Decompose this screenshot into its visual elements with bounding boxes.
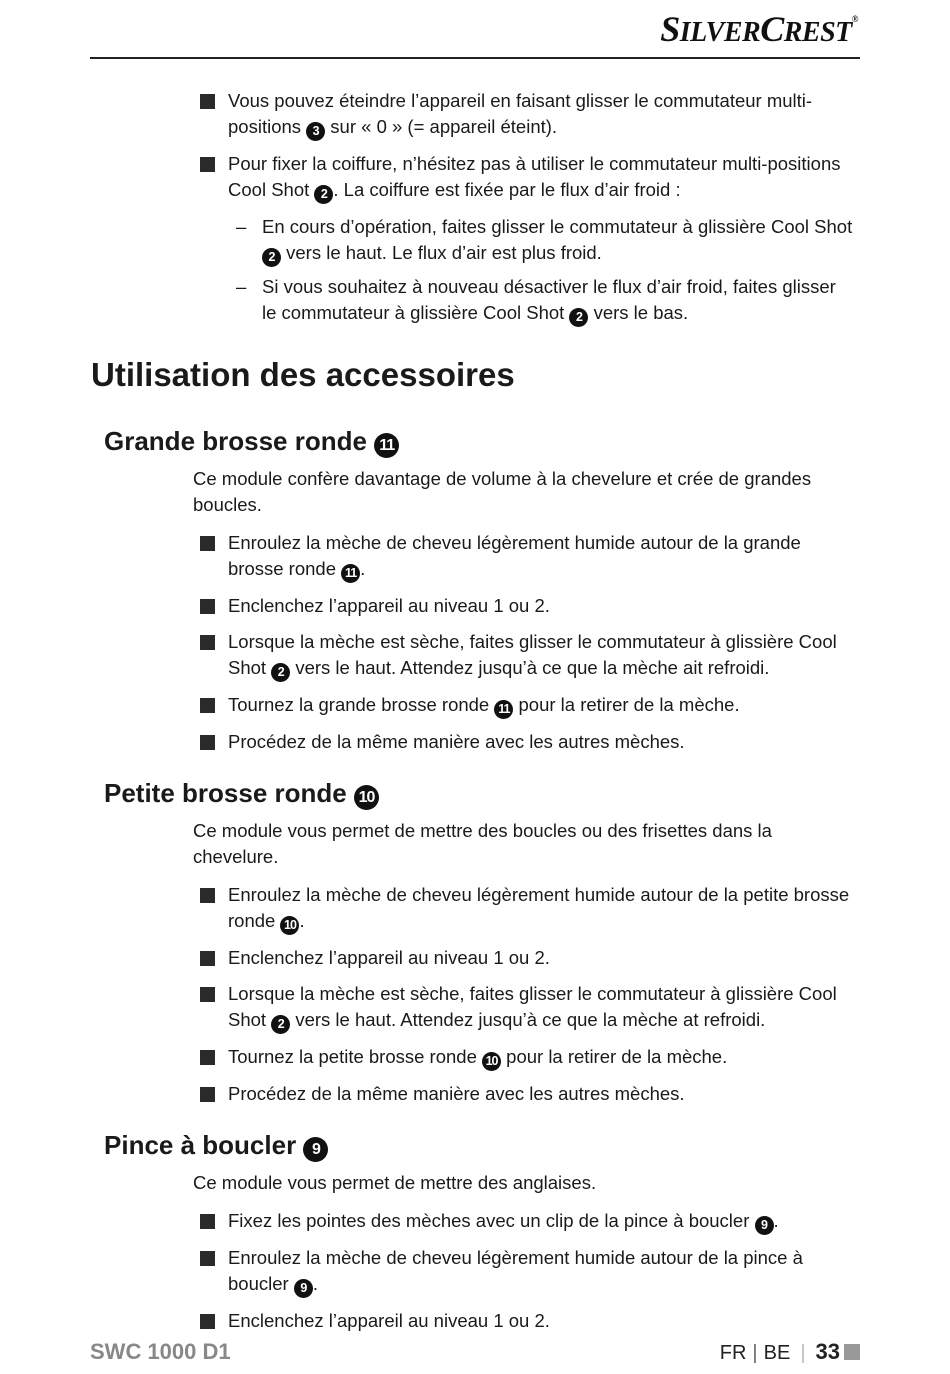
bullet-item: Fixez les pointes des mèches avec un clip de la pince à boucler 9 . bbox=[228, 1208, 855, 1235]
section-bullet-list bbox=[0, 1208, 950, 1334]
cool-shot-dash-list bbox=[0, 214, 950, 327]
accessory-section bbox=[0, 425, 950, 755]
bullet-item: Procédez de la même manière avec les autres mèches. bbox=[228, 1081, 855, 1107]
intro-bullet-list bbox=[0, 88, 950, 204]
part-number-badge: 3 bbox=[306, 122, 325, 141]
part-number-badge: 2 bbox=[271, 663, 290, 682]
accessory-section bbox=[0, 777, 950, 1107]
part-number-badge: 9 bbox=[303, 1137, 328, 1162]
footer-lang-fr: FR bbox=[719, 1342, 747, 1364]
section-intro: Ce module confère davantage de volume à la chevelure et crée de grandes boucles. bbox=[193, 468, 812, 515]
part-number-badge: 2 bbox=[271, 1015, 290, 1034]
bullet-item: Vous pouvez éteindre l’appareil en faisant glisser le commutateur multi-positions 3 sur « 0 » (= appareil éteint). bbox=[228, 88, 855, 141]
bullet-item: Pour fixer la coiffure, n’hésitez pas à utiliser le commutateur multi-positions Cool Shot 2 . La coiffure est fixée par le flux d’air froid : bbox=[228, 151, 855, 204]
part-number-badge: 2 bbox=[262, 248, 281, 267]
bullet-item: Enroulez la mèche de cheveu légèrement humide autour de la grande brosse ronde 11 . bbox=[228, 530, 855, 583]
footer-page-info: FR | BE | 33 bbox=[720, 1339, 860, 1365]
brand-logo: SILVERCREST® bbox=[660, 9, 858, 49]
bullet-item: Enclenchez l’appareil au niveau 1 ou 2. bbox=[228, 593, 855, 619]
section-heading: Grande brosse ronde 11 bbox=[104, 425, 950, 458]
part-number-badge: 2 bbox=[569, 308, 588, 327]
section-heading: Petite brosse ronde 10 bbox=[104, 777, 950, 810]
bullet-item: Procédez de la même manière avec les autres mèches. bbox=[228, 729, 855, 755]
bullet-item: Enroulez la mèche de cheveu légèrement humide autour de la petite brosse ronde 10 . bbox=[228, 882, 855, 935]
dash-item: – Si vous souhaitez à nouveau désactiver le flux d’air froid, faites glisser le commutateur à glissière Cool Shot 2 vers le bas. bbox=[262, 274, 855, 327]
part-number-badge: 10 bbox=[354, 785, 379, 810]
bullet-item: Lorsque la mèche est sèche, faites glisser le commutateur à glissière Cool Shot 2 vers le haut. Attendez jusqu’à ce que la mèche ait refroidi. bbox=[228, 629, 855, 682]
page-content bbox=[0, 88, 950, 1344]
section-title: Utilisation des accessoires bbox=[91, 356, 515, 393]
section-heading: Pince à boucler 9 bbox=[104, 1129, 950, 1162]
page-number: 33 bbox=[815, 1339, 840, 1364]
part-number-badge: 9 bbox=[294, 1279, 313, 1298]
section-intro: Ce module vous permet de mettre des boucles ou des frisettes dans la chevelure. bbox=[193, 820, 772, 867]
part-number-badge: 10 bbox=[482, 1052, 501, 1071]
section-bullet-list bbox=[0, 882, 950, 1107]
footer-lang-be: BE bbox=[763, 1342, 791, 1364]
part-number-badge: 10 bbox=[280, 916, 299, 935]
section-intro: Ce module vous permet de mettre des anglaises. bbox=[193, 1172, 597, 1193]
part-number-badge: 9 bbox=[755, 1216, 774, 1235]
part-number-badge: 2 bbox=[314, 185, 333, 204]
bullet-item: Lorsque la mèche est sèche, faites glisser le commutateur à glissière Cool Shot 2 vers le haut. Attendez jusqu’à ce que la mèche at refroidi. bbox=[228, 981, 855, 1034]
part-number-badge: 11 bbox=[341, 564, 360, 583]
bullet-item: Tournez la petite brosse ronde 10 pour la retirer de la mèche. bbox=[228, 1044, 855, 1071]
accessory-sections bbox=[0, 425, 950, 1334]
dash-item: – En cours d’opération, faites glisser le commutateur à glissière Cool Shot 2 vers le haut. Le flux d’air est plus froid. bbox=[262, 214, 855, 267]
bullet-item: Enclenchez l’appareil au niveau 1 ou 2. bbox=[228, 1308, 855, 1334]
header-divider bbox=[90, 57, 860, 59]
bullet-item: Enroulez la mèche de cheveu légèrement humide autour de la pince à boucler 9 . bbox=[228, 1245, 855, 1298]
section-bullet-list bbox=[0, 530, 950, 755]
part-number-badge: 11 bbox=[494, 700, 513, 719]
footer-lang-separator: | bbox=[752, 1342, 758, 1364]
bullet-item: Tournez la grande brosse ronde 11 pour la retirer de la mèche. bbox=[228, 692, 855, 719]
accessory-section bbox=[0, 1129, 950, 1334]
part-number-badge: 11 bbox=[374, 433, 399, 458]
page-marker-square bbox=[844, 1344, 860, 1360]
bullet-item: Enclenchez l’appareil au niveau 1 ou 2. bbox=[228, 945, 855, 971]
footer-model: SWC 1000 D1 bbox=[90, 1339, 231, 1364]
